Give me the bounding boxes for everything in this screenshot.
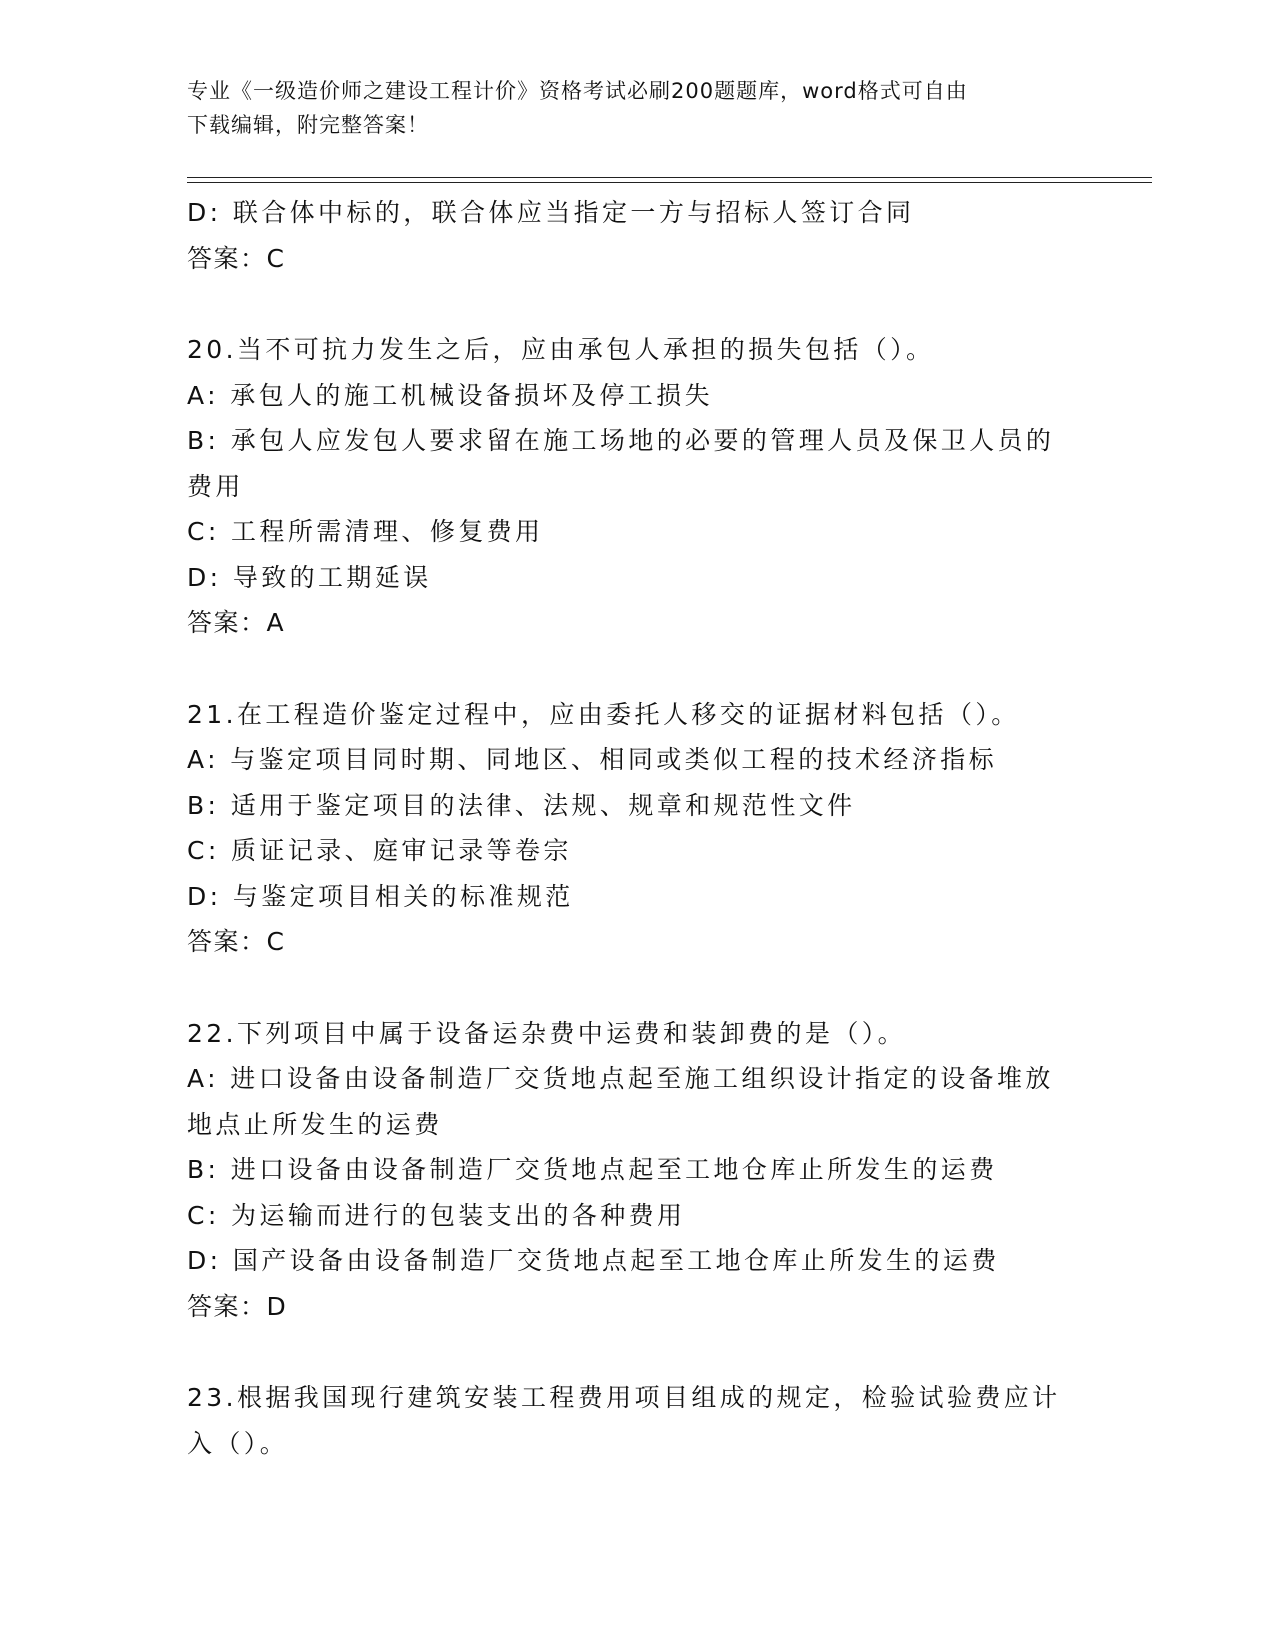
option-a: A: 进口设备由设备制造厂交货地点起至施工组织设计指定的设备堆放	[187, 1064, 1054, 1093]
spacer	[187, 1329, 1087, 1375]
answer: 答案：C	[187, 927, 286, 956]
answer: 答案：A	[187, 608, 286, 637]
option-c: C: 质证记录、庭审记录等卷宗	[187, 836, 572, 865]
option-b: B: 进口设备由设备制造厂交货地点起至工地仓库止所发生的运费	[187, 1155, 998, 1184]
spacer	[187, 646, 1087, 692]
question-21	[187, 692, 1087, 965]
question-stem: 21.在工程造价鉴定过程中，应由委托人移交的证据材料包括（）。	[187, 699, 1020, 729]
question-22	[187, 1011, 1087, 1330]
question-stem: 20.当不可抗力发生之后，应由承包人承担的损失包括（）。	[187, 335, 935, 364]
option-b-continued: 费用	[187, 471, 244, 501]
prev-option-d: D: 联合体中标的，联合体应当指定一方与招标人签订合同	[187, 198, 915, 227]
question-stem-continued: 入（）。	[187, 1428, 289, 1458]
option-c: C: 工程所需清理、修复费用	[187, 517, 544, 546]
question-20	[187, 327, 1087, 646]
option-a-continued: 地点止所发生的运费	[187, 1109, 443, 1139]
question-content	[187, 190, 1087, 1466]
prev-answer: 答案：C	[187, 243, 286, 273]
option-d: D: 导致的工期延误	[187, 562, 432, 592]
header-line-2: 下载编辑，附完整答案！	[187, 113, 429, 137]
spacer	[187, 281, 1087, 327]
question-stem: 22.下列项目中属于设备运杂费中运费和装卸费的是（）。	[187, 1018, 907, 1048]
header-divider-bottom	[187, 182, 1152, 183]
option-a: A: 承包人的施工机械设备损坏及停工损失	[187, 380, 714, 410]
option-d: D: 国产设备由设备制造厂交货地点起至工地仓库止所发生的运费	[187, 1246, 1000, 1275]
option-b: B: 适用于鉴定项目的法律、法规、规章和规范性文件	[187, 790, 856, 820]
spacer	[187, 965, 1087, 1011]
option-c: C: 为运输而进行的包装支出的各种费用	[187, 1200, 686, 1230]
question-23	[187, 1375, 1087, 1466]
option-b: B: 承包人应发包人要求留在施工场地的必要的管理人员及保卫人员的	[187, 426, 1055, 455]
option-a: A: 与鉴定项目同时期、同地区、相同或类似工程的技术经济指标	[187, 745, 998, 774]
answer: 答案：D	[187, 1291, 288, 1321]
header-line-1: 专业《一级造价师之建设工程计价》资格考试必刷200题题库，word格式可自由	[187, 79, 968, 103]
header-divider-top	[187, 177, 1152, 178]
page-header	[187, 74, 1087, 142]
option-d: D: 与鉴定项目相关的标准规范	[187, 881, 574, 911]
question-stem: 23.根据我国现行建筑安装工程费用项目组成的规定，检验试验费应计	[187, 1383, 1061, 1412]
